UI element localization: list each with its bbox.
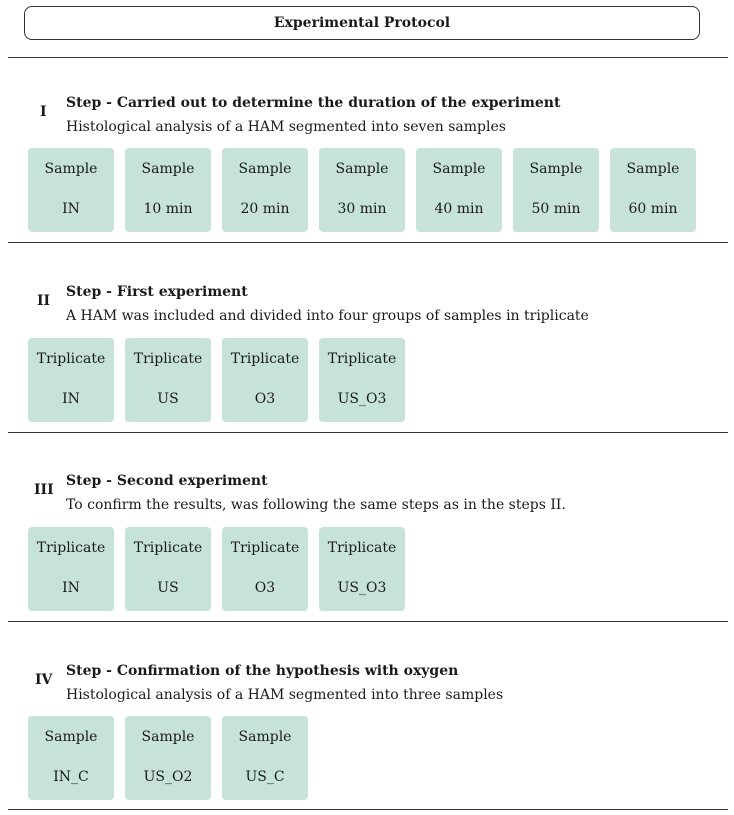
box-value: O3	[254, 580, 276, 596]
sample-box	[222, 148, 308, 232]
box-value: US_O2	[143, 769, 193, 785]
box-label: Sample	[141, 161, 195, 177]
box-label: Sample	[44, 161, 98, 177]
step-numeral: IV	[35, 672, 53, 688]
box-label: Triplicate	[230, 351, 300, 367]
box-value: 40 min	[434, 201, 484, 217]
divider-step-1	[8, 242, 728, 243]
sample-box	[222, 716, 308, 800]
box-value: 60 min	[628, 201, 678, 217]
triplicate-box	[222, 338, 308, 422]
box-label: Triplicate	[133, 351, 203, 367]
sample-box	[513, 148, 599, 232]
sample-box	[416, 148, 502, 232]
box-value: O3	[254, 391, 276, 407]
box-value: US	[157, 580, 179, 596]
box-value: 50 min	[531, 201, 581, 217]
box-label: Sample	[44, 729, 98, 745]
box-label: Triplicate	[230, 540, 300, 556]
box-label: Sample	[432, 161, 486, 177]
sample-box	[125, 716, 211, 800]
box-label: Sample	[238, 161, 292, 177]
sample-box-row	[28, 527, 405, 611]
triplicate-box	[28, 527, 114, 611]
box-label: Sample	[529, 161, 583, 177]
step-title: Step - Carried out to determine the duration of the experiment	[66, 95, 561, 111]
box-value: IN_C	[53, 769, 89, 785]
box-value: US_O3	[337, 580, 387, 596]
step-title: Step - Second experiment	[66, 473, 268, 489]
step-title: Step - First experiment	[66, 284, 248, 300]
box-value: IN	[62, 580, 80, 596]
sample-box	[28, 716, 114, 800]
box-value: US	[157, 391, 179, 407]
triplicate-box	[319, 338, 405, 422]
triplicate-box	[319, 527, 405, 611]
sample-box-row	[28, 338, 405, 422]
box-value: IN	[62, 201, 80, 217]
step-numeral: III	[34, 482, 54, 498]
sample-box	[125, 148, 211, 232]
sample-box-row	[28, 716, 308, 800]
step-numeral: II	[37, 293, 51, 309]
step-description: A HAM was included and divided into four groups of samples in triplicate	[66, 308, 589, 324]
divider-bottom	[8, 809, 728, 810]
divider-step-2	[8, 432, 728, 433]
divider-step-3	[8, 621, 728, 622]
sample-box	[610, 148, 696, 232]
sample-box	[319, 148, 405, 232]
box-label: Sample	[141, 729, 195, 745]
step-description: Histological analysis of a HAM segmented into seven samples	[66, 119, 506, 135]
sample-box	[28, 148, 114, 232]
sample-box-row	[28, 148, 696, 232]
box-value: US_O3	[337, 391, 387, 407]
box-value: 30 min	[337, 201, 387, 217]
box-value: 10 min	[143, 201, 193, 217]
box-value: 20 min	[240, 201, 290, 217]
protocol-title: Experimental Protocol	[24, 6, 700, 40]
box-label: Sample	[626, 161, 680, 177]
triplicate-box	[125, 527, 211, 611]
box-value: US_C	[245, 769, 285, 785]
divider-top	[8, 57, 728, 58]
box-label: Triplicate	[327, 351, 397, 367]
box-value: IN	[62, 391, 80, 407]
step-description: To confirm the results, was following the same steps as in the steps II.	[66, 497, 566, 513]
box-label: Triplicate	[36, 540, 106, 556]
triplicate-box	[222, 527, 308, 611]
triplicate-box	[125, 338, 211, 422]
triplicate-box	[28, 338, 114, 422]
box-label: Triplicate	[36, 351, 106, 367]
step-title: Step - Confirmation of the hypothesis with oxygen	[66, 663, 459, 679]
step-description: Histological analysis of a HAM segmented into three samples	[66, 687, 504, 703]
step-numeral: I	[40, 104, 47, 120]
box-label: Triplicate	[133, 540, 203, 556]
box-label: Triplicate	[327, 540, 397, 556]
box-label: Sample	[238, 729, 292, 745]
box-label: Sample	[335, 161, 389, 177]
